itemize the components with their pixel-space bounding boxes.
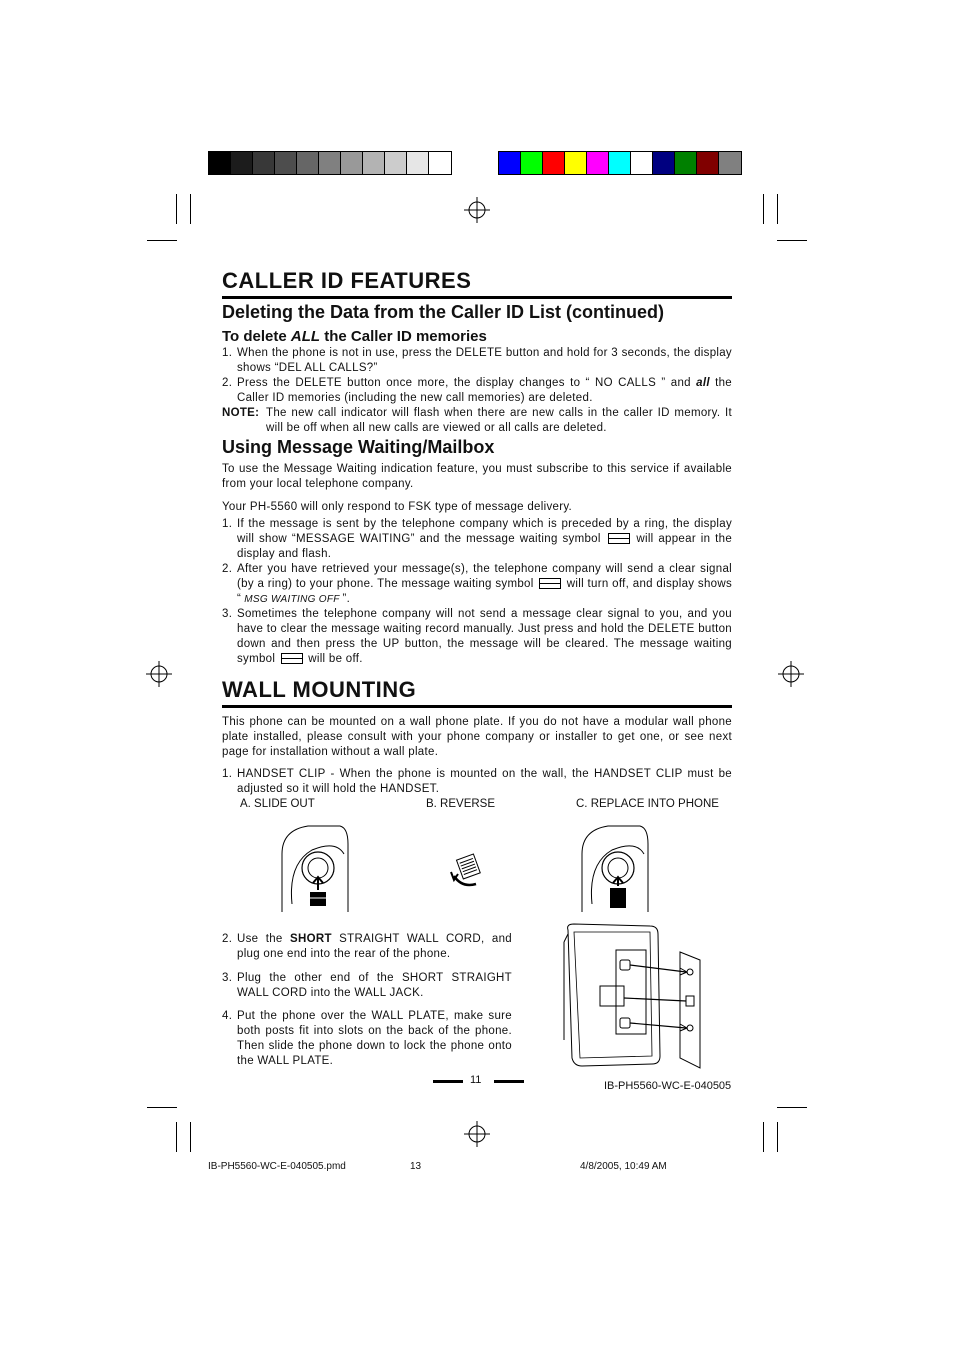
color-swatch: [565, 152, 587, 174]
color-swatch: [609, 152, 631, 174]
color-swatch: [385, 152, 407, 174]
page-number-rule-left: [433, 1080, 463, 1083]
paragraph: To use the Message Waiting indication feature, you must subscribe to this service if available from your local telephone company.: [222, 463, 732, 490]
crop-mark: [147, 1107, 177, 1108]
color-swatch: [275, 152, 297, 174]
color-swatch: [209, 152, 231, 174]
list-item: 4. Put the phone over the WALL PLATE, make sure both posts fit into slots on the back of the phone. Then slide the phone down to lock the phone onto the WALL PLATE.: [222, 1010, 512, 1067]
subsection-title-deleting: Deleting the Data from the Caller ID List (continued): [222, 302, 665, 322]
handset-clip-replace-illustration: [578, 824, 656, 914]
color-swatch: [297, 152, 319, 174]
list-item: 1. HANDSET CLIP - When the phone is mounted on the wall, the HANDSET CLIP must be adjusted so it will hold the HANDSET.: [222, 768, 732, 795]
list-item: 2. Press the DELETE button once more, the display changes to “ NO CALLS ” and all the Caller ID memories (including the new call memories) are deleted.: [222, 377, 732, 404]
color-swatch: [697, 152, 719, 174]
handset-clip-slide-out-illustration: [278, 824, 356, 914]
registration-mark-icon: [778, 661, 804, 687]
color-swatch: [587, 152, 609, 174]
print-timestamp: 4/8/2005, 10:49 AM: [580, 1161, 667, 1172]
color-swatch: [341, 152, 363, 174]
color-swatch: [407, 152, 429, 174]
crop-mark: [190, 194, 191, 224]
registration-mark-icon: [146, 661, 172, 687]
color-swatch: [631, 152, 653, 174]
section-title-caller-id: CALLER ID FEATURES: [222, 268, 732, 299]
note: NOTE: The new call indicator will flash when there are new calls in the caller ID memory. It will be off when all new calls are viewed or all calls are deleted.: [222, 407, 732, 434]
color-swatch: [499, 152, 521, 174]
crop-mark: [777, 240, 807, 241]
color-swatch: [521, 152, 543, 174]
color-swatch: [653, 152, 675, 174]
wall-plate-mounting-illustration: [560, 920, 730, 1070]
page-number: 11: [470, 1074, 482, 1086]
registration-mark-icon: [464, 1121, 490, 1147]
document-code: IB-PH5560-WC-E-040505: [604, 1080, 732, 1092]
color-swatch: [231, 152, 253, 174]
subsection-title-message-waiting: Using Message Waiting/Mailbox: [222, 437, 495, 457]
color-swatch: [719, 152, 741, 174]
crop-mark: [176, 194, 177, 224]
crop-mark: [777, 194, 778, 224]
color-swatch: [253, 152, 275, 174]
grayscale-bar: [208, 151, 452, 175]
figure-label-c: C. REPLACE INTO PHONE: [576, 798, 719, 810]
color-bar: [498, 151, 742, 175]
crop-mark: [763, 1122, 764, 1152]
paragraph: Your PH-5560 will only respond to FSK type of message delivery.: [222, 501, 573, 513]
registration-mark-icon: [464, 197, 490, 223]
crop-mark: [777, 1122, 778, 1152]
message-waiting-icon: [608, 533, 630, 544]
crop-mark: [190, 1122, 191, 1152]
crop-mark: [147, 240, 177, 241]
message-waiting-icon: [281, 653, 303, 664]
color-swatch: [675, 152, 697, 174]
crop-mark: [763, 194, 764, 224]
list-item: 1. When the phone is not in use, press the DELETE button and hold for 3 seconds, the display shows “DEL ALL CALLS?”: [222, 347, 732, 374]
list-item: 3. Plug the other end of the SHORT STRAIGHT WALL CORD into the WALL JACK.: [222, 972, 512, 999]
handset-clip-reverse-illustration: [448, 852, 488, 890]
sheet-number: 13: [410, 1161, 422, 1172]
crop-mark: [176, 1122, 177, 1152]
page-number-rule-right: [494, 1080, 524, 1083]
color-swatch: [319, 152, 341, 174]
list-item: 3. Sometimes the telephone company will not send a message clear signal to you, and you have to clear the message waiting record manually. Just press and hold the DELETE button down and then press the UP button, the message will be cleared. The message waiting symbol will be off.: [222, 608, 732, 665]
list-item: 2. Use the SHORT STRAIGHT WALL CORD, and plug one end into the rear of the phone.: [222, 933, 512, 960]
color-swatch: [429, 152, 451, 174]
paragraph: This phone can be mounted on a wall phone plate. If you do not have a modular wall phone plate installed, please consult with your phone company or installer to get one, or see next page for installation without a wall plate.: [222, 716, 732, 758]
crop-mark: [777, 1107, 807, 1108]
list-item: 1. If the message is sent by the telephone company which is preceded by a ring, the display will show “MESSAGE WAITING” and the message waiting symbol will appear in the display and flash.: [222, 518, 733, 560]
color-swatch: [543, 152, 565, 174]
message-waiting-icon: [539, 578, 561, 589]
section-title-wall-mounting: WALL MOUNTING: [222, 677, 732, 708]
figure-label-b: B. REVERSE: [426, 798, 496, 810]
file-name: IB-PH5560-WC-E-040505.pmd: [208, 1161, 346, 1172]
delete-all-heading: To delete ALL the Caller ID memories: [222, 328, 487, 345]
figure-label-a: A. SLIDE OUT: [240, 798, 315, 810]
list-item: 2. After you have retrieved your message(s), the telephone company will send a clear signal (by a ring) to your phone. The message waiting symbol will turn off, and display shows “ MSG WAITING OFF ”.: [222, 563, 733, 605]
color-swatch: [363, 152, 385, 174]
